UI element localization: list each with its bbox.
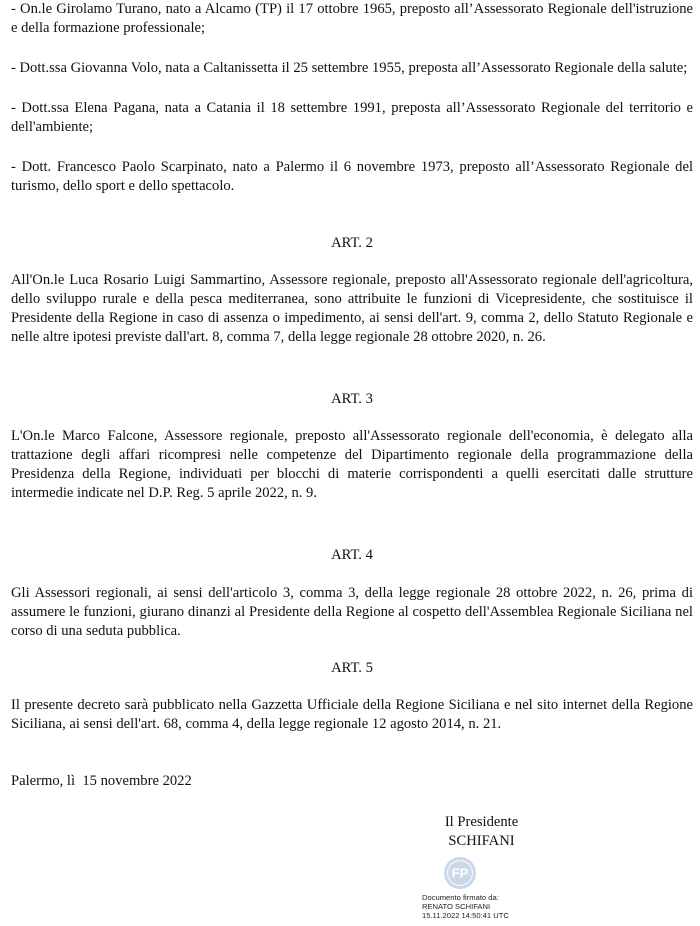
stamp-line-1: Documento firmato da: <box>422 893 499 902</box>
signature-name: SCHIFANI <box>448 833 515 849</box>
appointee-volo: - Dott.ssa Giovanna Volo, nata a Caltanissetta il 25 settembre 1955, preposta all’Assessorato Regionale della salute; <box>11 60 688 76</box>
article-3-text: L'On.le Marco Falcone, Assessore regionale, preposto all'Assessorato regionale dell'economia, è delegato alla trattazione degli affari ricompresi nelle competenze del Dipartimento regionale della programmazione della Presidenza della Regione, individuati per blocchi di materie corrispondenti a quelli esercitati dalle strutture intermedie indicate nel D.P. Reg. 5 aprile 2022, n. 9. <box>11 428 693 501</box>
article-2-text: All'On.le Luca Rosario Luigi Sammartino, Assessore regionale, preposto all'Assessorato regionale dell'agricoltura, dello sviluppo rurale e della pesca mediterranea, sono attribuite le funzioni di Vicepresidente, che sostituisce il Presidente della Regione in caso di assenza o impedimento, ai sensi dell'art. 9, comma 2, dello Statuto Regionale e nelle altre ipotesi previste dall'art. 8, comma 7, della legge regionale 28 ottobre 2020, n. 26. <box>11 272 693 345</box>
svg-text:FP: FP <box>451 865 469 881</box>
place-and-date: Palermo, lì 15 novembre 2022 <box>11 773 192 789</box>
article-2-title: ART. 2 <box>331 235 373 251</box>
appointee-turano: - On.le Girolamo Turano, nato a Alcamo (TP) il 17 ottobre 1965, preposto all’Assessorato Regionale dell'istruzione e della formazione professionale; <box>11 1 693 36</box>
article-5-title: ART. 5 <box>331 660 373 676</box>
appointee-scarpinato: - Dott. Francesco Paolo Scarpinato, nato a Palermo il 6 novembre 1973, preposto all’Assessorato Regionale del turismo, dello sport e dello spettacolo. <box>11 159 693 194</box>
stamp-text <box>422 893 509 920</box>
signature-role: Il Presidente <box>444 814 519 830</box>
stamp-signer: RENATO SCHIFANI <box>422 902 491 911</box>
stamp-timestamp: 15.11.2022 14:50:41 UTC <box>422 911 509 920</box>
article-4-title: ART. 4 <box>331 547 373 563</box>
signature-block <box>414 813 549 851</box>
appointee-pagana: - Dott.ssa Elena Pagana, nata a Catania il 18 settembre 1991, preposta all’Assessorato Regionale del territorio e dell'ambiente; <box>11 100 693 135</box>
digital-signature-logo-icon <box>443 856 477 890</box>
article-5-text: Il presente decreto sarà pubblicato nella Gazzetta Ufficiale della Regione Siciliana e nel sito internet della Regione Siciliana, ai sensi dell'art. 68, comma 4, della legge regionale 12 agosto 2014, n. 21. <box>11 697 693 732</box>
document-page <box>11 0 693 791</box>
article-3-title: ART. 3 <box>331 391 373 407</box>
article-4-text: Gli Assessori regionali, ai sensi dell'articolo 3, comma 3, della legge regionale 28 ottobre 2022, n. 26, prima di assumere le funzioni, giurano dinanzi al Presidente della Regione al cospetto dell'Assemblea Regionale Siciliana nel corso di una seduta pubblica. <box>11 585 693 639</box>
digital-signature-stamp <box>422 856 602 926</box>
